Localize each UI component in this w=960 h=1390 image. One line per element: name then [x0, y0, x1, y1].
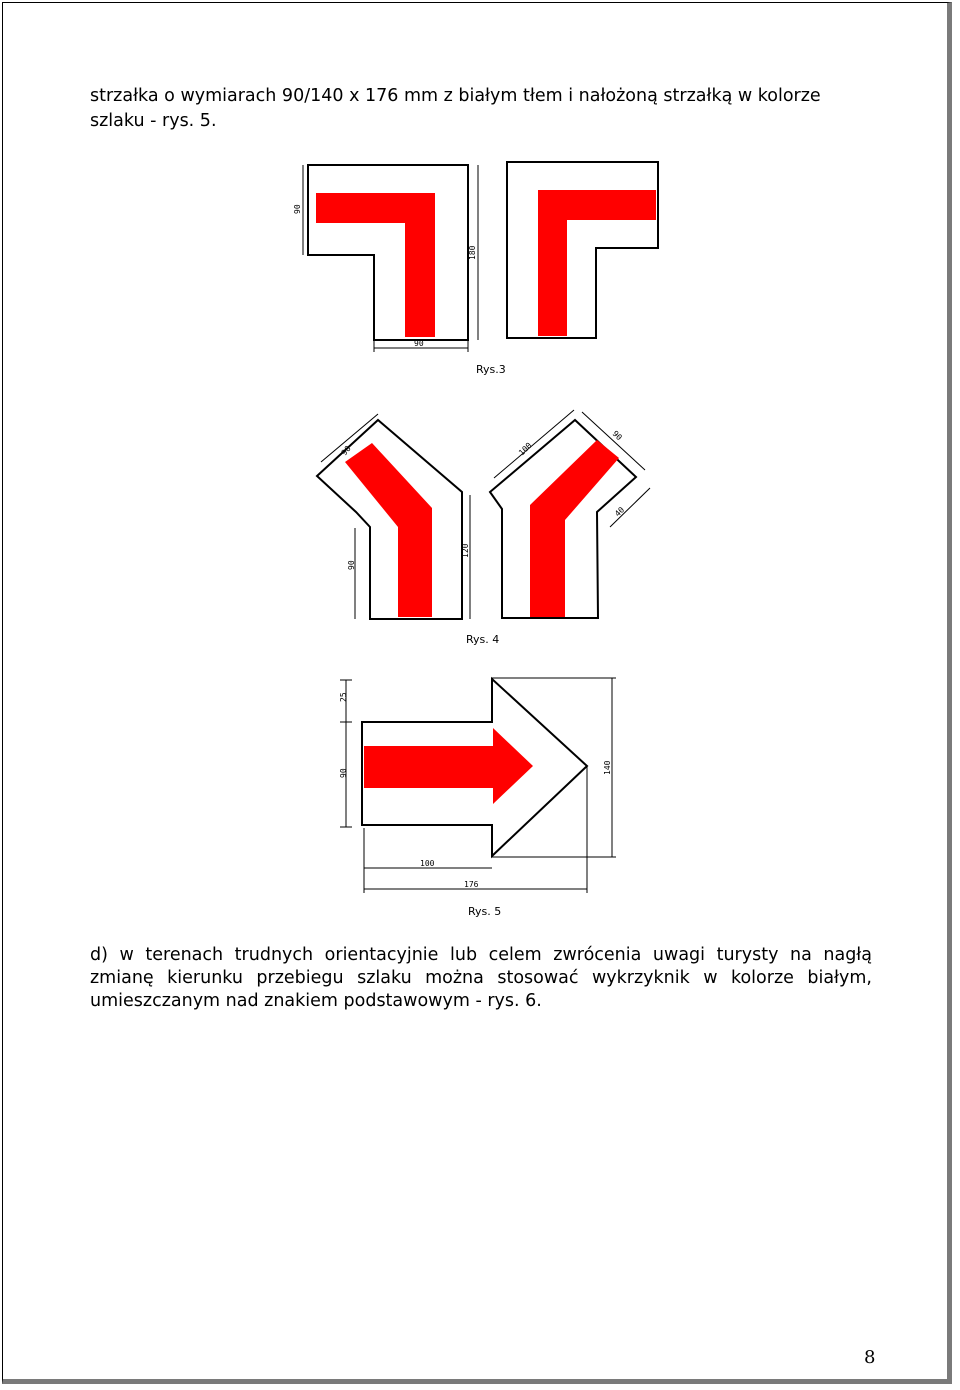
rys4-dim-c: 120 [461, 543, 470, 558]
rys3-dim-right: 180 [468, 245, 477, 260]
rys4-dim-f: 40 [613, 505, 627, 519]
rys5-caption: Rys. 5 [468, 905, 502, 918]
rys4-dim-d: 100 [517, 440, 534, 458]
rys3-right-sign [507, 162, 658, 338]
rys3-dim-bottom: 90 [414, 339, 424, 348]
figure-rys3 [0, 0, 960, 400]
rys3-dim-left: 90 [293, 204, 302, 214]
paragraph-d: d) w terenach trudnych orientacyjnie lub celem zwrócenia uwagi turysty na nagłą zmianę kierunku przebiegu szlaku można stosować wykrzyknik w kolorze białym, umieszczanym nad znakiem podstawowym - rys. 6. [90, 945, 872, 1011]
figure-rys4 [0, 400, 960, 660]
rys4-caption: Rys. 4 [466, 633, 500, 646]
rys3-caption: Rys.3 [476, 363, 506, 376]
rys4-right-sign [490, 420, 636, 618]
rys5-arrow-sign [362, 679, 587, 856]
rys4-left-sign [317, 420, 462, 619]
rys5-dim-mid: 90 [339, 768, 348, 778]
intro-paragraph: strzałka o wymiarach 90/140 x 176 mm z białym tłem i nałożoną strzałką w kolorze szlaku - rys. 5. [90, 86, 821, 131]
page-number: 8 [864, 1347, 876, 1368]
rys5-dim-height: 140 [603, 760, 612, 775]
rys4-dim-a: 90 [339, 444, 353, 458]
rys5-dim-top: 25 [339, 692, 348, 702]
figure-rys5 [0, 660, 960, 930]
rys3-left-sign [308, 165, 468, 340]
rys4-dim-e: 90 [610, 429, 624, 443]
rys4-dim-b: 90 [347, 560, 356, 570]
rys5-dim-total: 176 [464, 880, 479, 889]
rys5-dim-inner: 100 [420, 859, 435, 868]
